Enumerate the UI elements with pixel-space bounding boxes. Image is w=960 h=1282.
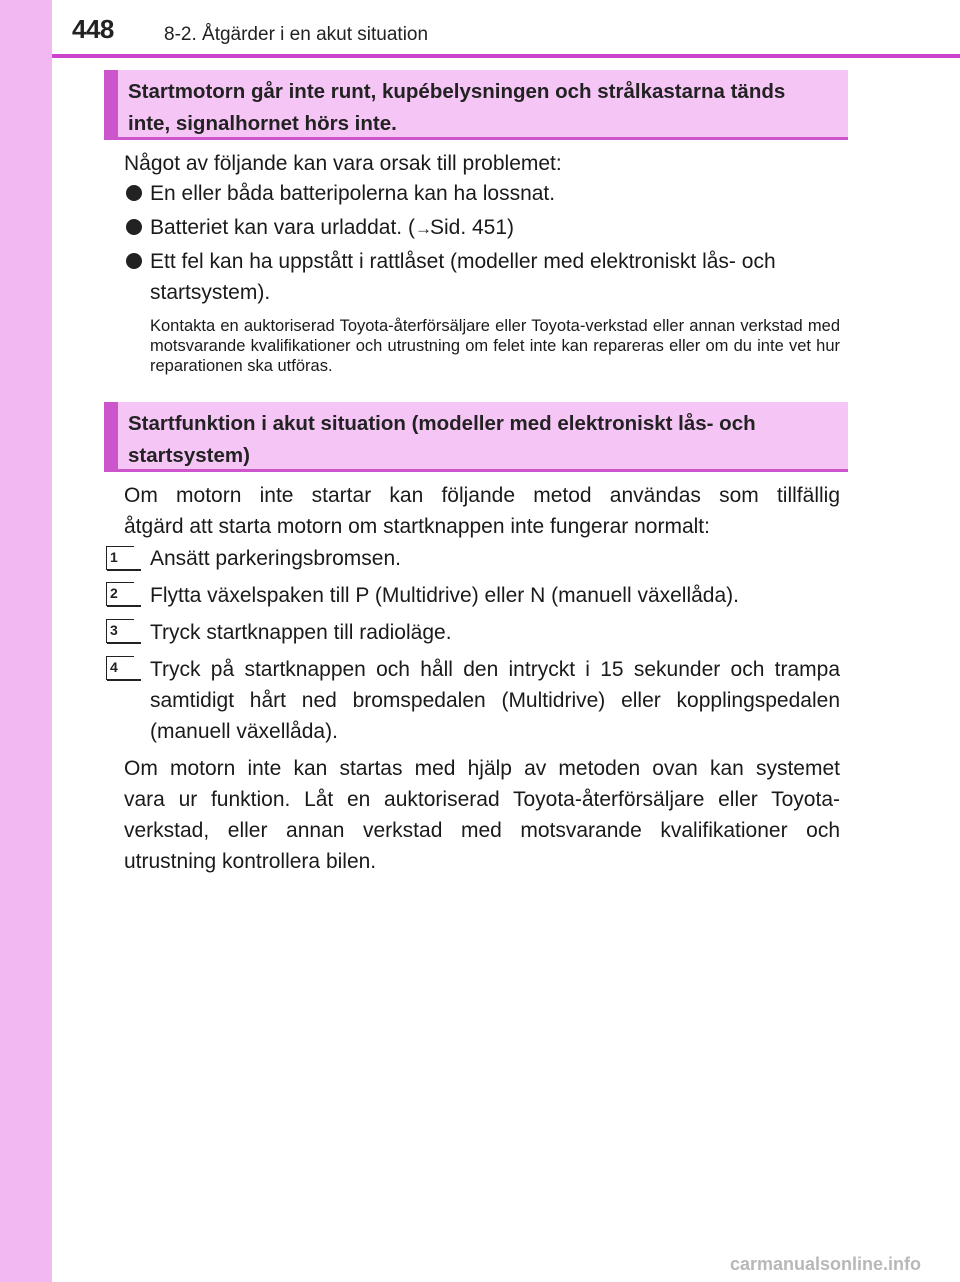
bullet-1: En eller båda batteripolerna kan ha lossnat. [150,182,556,205]
section1-intro: Något av följande kan vara orsak till problemet: [124,152,562,175]
step-1-text: Ansätt parkeringsbromsen. [150,547,401,570]
arrow-right-icon: → [414,219,430,238]
section-heading-1-line1: Startmotorn går inte runt, kupébelysningen och strålkastarna tänds [128,80,786,103]
section2-intro-line1: Om motorn inte startar kan följande metod användas som tillfällig [124,484,840,507]
step-4-line1: Tryck på startknappen och håll den intryckt i 15 sekunder och trampa [150,658,840,681]
outro-line2: vara ur funktion. Låt en auktoriserad Toyota-återförsäljare eller Toyota- [124,788,840,811]
step-4-line3: (manuell växellåda). [150,720,338,743]
side-strip [0,0,52,1282]
section2-intro-line2: åtgärd att starta motorn om startknappen inte fungerar normalt: [124,515,710,538]
section-heading-1-line2: inte, signalhornet hörs inte. [128,112,397,135]
bullet-2 [150,212,840,244]
step-badge-2: 2 [106,582,134,606]
bullet-icon [126,219,142,235]
outro-line1: Om motorn inte kan startas med hjälp av metoden ovan kan systemet [124,757,840,780]
section-heading-2-line1: Startfunktion i akut situation (modeller med elektroniskt lås- och [128,412,756,435]
watermark: carmanualsonline.info [730,1254,922,1274]
note-text: Kontakta en auktoriserad Toyota-återförsäljare eller Toyota-verkstad eller annan verkstad med motsvarande kvalifikationer och utrustning om felet inte kan repareras eller om du inte vet hur reparationen ska utföras. [150,317,840,375]
chapter-title: 8-2. Åtgärder i en akut situation [164,24,429,45]
bullet-3-line2: startsystem). [150,281,271,304]
bullet-3-line1: Ett fel kan ha uppstått i rattlåset (modeller med elektroniskt lås- och [150,250,776,273]
header-rule [52,54,960,58]
page-number: 448 [72,14,114,44]
step-2-text: Flytta växelspaken till P (Multidrive) eller N (manuell växellåda). [150,584,739,607]
step-3-text: Tryck startknappen till radioläge. [150,621,452,644]
step-badge-3: 3 [106,619,134,643]
section-heading-2 [104,402,848,472]
bullet-2-text: Batteriet kan vara urladdat. ( [150,216,415,239]
bullet-2-page-ref[interactable]: Sid. 451) [429,216,515,239]
bullet-icon [126,185,142,201]
section-heading-2-line2: startsystem) [128,444,250,467]
outro-line3: verkstad, eller annan verkstad med motsvarande kvalifikationer och [124,819,840,842]
outro-line4: utrustning kontrollera bilen. [124,850,377,873]
step-badge-4: 4 [106,656,134,680]
bullet-icon [126,253,142,269]
step-badge-1: 1 [106,546,134,570]
step-4-line2: samtidigt hårt ned bromspedalen (Multidrive) eller kopplingspedalen [150,689,840,712]
section-heading-1 [104,70,848,140]
